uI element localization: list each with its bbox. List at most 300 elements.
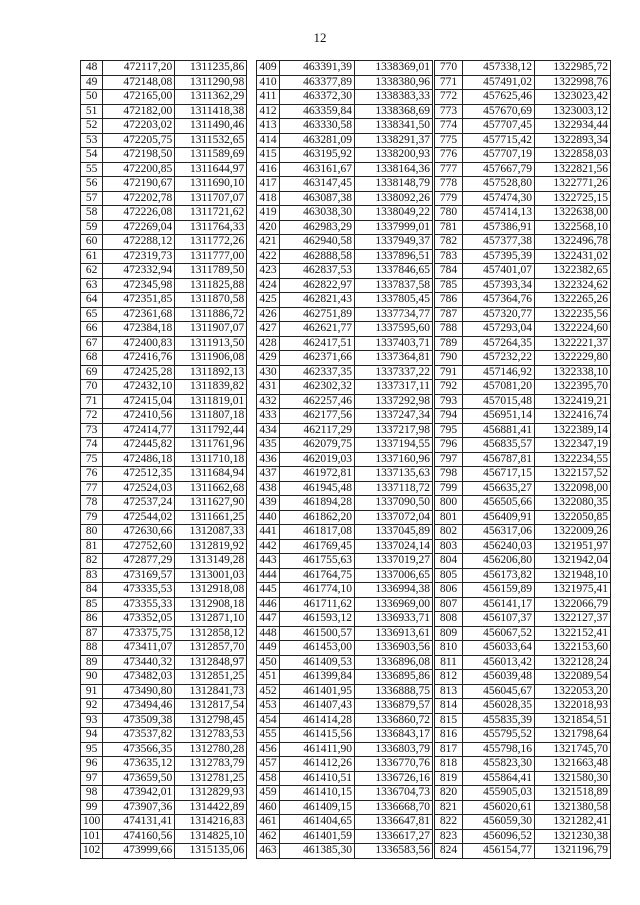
y-coordinate-cell: 1322419,21 (535, 394, 611, 409)
table-row (257, 235, 433, 250)
point-number-cell: 803 (435, 539, 463, 554)
y-coordinate-cell: 1311825,88 (175, 278, 247, 293)
x-coordinate-cell: 472198,50 (103, 148, 175, 163)
x-coordinate-cell: 461817,08 (280, 525, 355, 540)
point-number-cell: 813 (435, 684, 463, 699)
table-row (257, 786, 433, 801)
y-coordinate-cell: 1311684,94 (175, 467, 247, 482)
table-row (81, 800, 247, 815)
point-number-cell: 460 (257, 800, 280, 815)
x-coordinate-cell: 461500,57 (280, 626, 355, 641)
y-coordinate-cell: 1312848,97 (175, 655, 247, 670)
x-coordinate-cell: 456020,61 (463, 800, 535, 815)
point-number-cell: 70 (81, 380, 103, 395)
table-row (257, 655, 433, 670)
table-row (257, 380, 433, 395)
y-coordinate-cell: 1312783,79 (175, 757, 247, 772)
x-coordinate-cell: 472544,02 (103, 510, 175, 525)
point-number-cell: 98 (81, 786, 103, 801)
point-number-cell: 428 (257, 336, 280, 351)
point-number-cell: 85 (81, 597, 103, 612)
x-coordinate-cell: 456717,15 (463, 467, 535, 482)
y-coordinate-cell: 1313001,03 (175, 568, 247, 583)
y-coordinate-cell: 1322389,14 (535, 423, 611, 438)
y-coordinate-cell: 1323003,12 (535, 104, 611, 119)
table-row (257, 670, 433, 685)
table-row (257, 423, 433, 438)
y-coordinate-cell: 1337019,27 (355, 554, 433, 569)
y-coordinate-cell: 1312087,33 (175, 525, 247, 540)
y-coordinate-cell: 1336895,86 (355, 670, 433, 685)
point-number-cell: 425 (257, 293, 280, 308)
x-coordinate-cell: 457264,35 (463, 336, 535, 351)
point-number-cell: 806 (435, 583, 463, 598)
point-number-cell: 440 (257, 510, 280, 525)
y-coordinate-cell: 1337949,37 (355, 235, 433, 250)
y-coordinate-cell: 1311761,96 (175, 438, 247, 453)
table-row (81, 525, 247, 540)
table-row (257, 307, 433, 322)
point-number-cell: 818 (435, 757, 463, 772)
x-coordinate-cell: 457707,45 (463, 119, 535, 134)
y-coordinate-cell: 1336896,08 (355, 655, 433, 670)
table-row (435, 307, 611, 322)
point-number-cell: 93 (81, 713, 103, 728)
table-row (81, 409, 247, 424)
point-number-cell: 794 (435, 409, 463, 424)
table-row (81, 351, 247, 366)
table-row (435, 336, 611, 351)
table-row (257, 148, 433, 163)
point-number-cell: 432 (257, 394, 280, 409)
y-coordinate-cell: 1311661,25 (175, 510, 247, 525)
table-row (435, 61, 611, 76)
y-coordinate-cell: 1322066,79 (535, 597, 611, 612)
table-row (257, 220, 433, 235)
table-row (257, 351, 433, 366)
point-number-cell: 56 (81, 177, 103, 192)
y-coordinate-cell: 1311913,50 (175, 336, 247, 351)
point-number-cell: 817 (435, 742, 463, 757)
x-coordinate-cell: 462177,56 (280, 409, 355, 424)
y-coordinate-cell: 1322229,80 (535, 351, 611, 366)
table-row (435, 380, 611, 395)
y-coordinate-cell: 1322157,52 (535, 467, 611, 482)
point-number-cell: 420 (257, 220, 280, 235)
table-row (81, 119, 247, 134)
point-number-cell: 783 (435, 249, 463, 264)
y-coordinate-cell: 1336879,57 (355, 699, 433, 714)
table-row (435, 597, 611, 612)
y-coordinate-cell: 1336726,16 (355, 771, 433, 786)
table-row (81, 452, 247, 467)
y-coordinate-cell: 1322821,56 (535, 162, 611, 177)
point-number-cell: 412 (257, 104, 280, 119)
x-coordinate-cell: 472414,77 (103, 423, 175, 438)
table-row (81, 61, 247, 76)
x-coordinate-cell: 462079,75 (280, 438, 355, 453)
table-row (81, 481, 247, 496)
y-coordinate-cell: 1336704,73 (355, 786, 433, 801)
x-coordinate-cell: 472361,68 (103, 307, 175, 322)
y-coordinate-cell: 1312780,28 (175, 742, 247, 757)
point-number-cell: 446 (257, 597, 280, 612)
point-number-cell: 777 (435, 162, 463, 177)
x-coordinate-cell: 457667,79 (463, 162, 535, 177)
x-coordinate-cell: 456013,42 (463, 655, 535, 670)
y-coordinate-cell: 1321580,30 (535, 771, 611, 786)
y-coordinate-cell: 1336770,76 (355, 757, 433, 772)
x-coordinate-cell: 457015,48 (463, 394, 535, 409)
x-coordinate-cell: 472752,60 (103, 539, 175, 554)
point-number-cell: 454 (257, 713, 280, 728)
table-row (81, 670, 247, 685)
point-number-cell: 799 (435, 481, 463, 496)
x-coordinate-cell: 463359,84 (280, 104, 355, 119)
y-coordinate-cell: 1312908,18 (175, 597, 247, 612)
table-row (435, 423, 611, 438)
x-coordinate-cell: 456635,27 (463, 481, 535, 496)
y-coordinate-cell: 1337292,98 (355, 394, 433, 409)
y-coordinate-cell: 1322395,70 (535, 380, 611, 395)
table-row (435, 800, 611, 815)
x-coordinate-cell: 472432,10 (103, 380, 175, 395)
x-coordinate-cell: 463147,45 (280, 177, 355, 192)
x-coordinate-cell: 455823,30 (463, 757, 535, 772)
y-coordinate-cell: 1311589,69 (175, 148, 247, 163)
y-coordinate-cell: 1311764,33 (175, 220, 247, 235)
y-coordinate-cell: 1338049,22 (355, 206, 433, 221)
x-coordinate-cell: 457081,20 (463, 380, 535, 395)
table-row (257, 815, 433, 830)
x-coordinate-cell: 457707,19 (463, 148, 535, 163)
table-row (257, 757, 433, 772)
x-coordinate-cell: 457474,30 (463, 191, 535, 206)
table-row (81, 699, 247, 714)
y-coordinate-cell: 1337194,55 (355, 438, 433, 453)
point-number-cell: 81 (81, 539, 103, 554)
y-coordinate-cell: 1337045,89 (355, 525, 433, 540)
x-coordinate-cell: 456317,06 (463, 525, 535, 540)
table-row (435, 365, 611, 380)
table-row (435, 148, 611, 163)
y-coordinate-cell: 1322009,26 (535, 525, 611, 540)
table-row (81, 655, 247, 670)
table-row (435, 75, 611, 90)
y-coordinate-cell: 1322496,78 (535, 235, 611, 250)
x-coordinate-cell: 463161,67 (280, 162, 355, 177)
point-number-cell: 415 (257, 148, 280, 163)
table-row (435, 771, 611, 786)
y-coordinate-cell: 1337805,45 (355, 293, 433, 308)
x-coordinate-cell: 472486,18 (103, 452, 175, 467)
point-number-cell: 433 (257, 409, 280, 424)
x-coordinate-cell: 456141,17 (463, 597, 535, 612)
point-number-cell: 781 (435, 220, 463, 235)
x-coordinate-cell: 472445,82 (103, 438, 175, 453)
y-coordinate-cell: 1321798,64 (535, 728, 611, 743)
table-row (81, 641, 247, 656)
point-number-cell: 447 (257, 612, 280, 627)
point-number-cell: 77 (81, 481, 103, 496)
x-coordinate-cell: 461593,12 (280, 612, 355, 627)
y-coordinate-cell: 1338369,01 (355, 61, 433, 76)
point-number-cell: 54 (81, 148, 103, 163)
table-row (81, 293, 247, 308)
point-number-cell: 443 (257, 554, 280, 569)
y-coordinate-cell: 1322098,00 (535, 481, 611, 496)
y-coordinate-cell: 1312841,73 (175, 684, 247, 699)
x-coordinate-cell: 455795,52 (463, 728, 535, 743)
x-coordinate-cell: 461399,84 (280, 670, 355, 685)
table-row (257, 742, 433, 757)
table-row (257, 829, 433, 844)
point-number-cell: 436 (257, 452, 280, 467)
y-coordinate-cell: 1337403,71 (355, 336, 433, 351)
x-coordinate-cell: 462940,58 (280, 235, 355, 250)
y-coordinate-cell: 1321282,41 (535, 815, 611, 830)
point-number-cell: 58 (81, 206, 103, 221)
y-coordinate-cell: 1336843,17 (355, 728, 433, 743)
y-coordinate-cell: 1311707,07 (175, 191, 247, 206)
x-coordinate-cell: 472332,94 (103, 264, 175, 279)
point-number-cell: 78 (81, 496, 103, 511)
table-row (81, 365, 247, 380)
x-coordinate-cell: 473490,80 (103, 684, 175, 699)
y-coordinate-cell: 1322053,20 (535, 684, 611, 699)
point-number-cell: 99 (81, 800, 103, 815)
y-coordinate-cell: 1322998,76 (535, 75, 611, 90)
y-coordinate-cell: 1322934,44 (535, 119, 611, 134)
table-row (435, 235, 611, 250)
x-coordinate-cell: 461412,26 (280, 757, 355, 772)
x-coordinate-cell: 473375,75 (103, 626, 175, 641)
x-coordinate-cell: 457414,13 (463, 206, 535, 221)
x-coordinate-cell: 473942,01 (103, 786, 175, 801)
point-number-cell: 812 (435, 670, 463, 685)
point-number-cell: 815 (435, 713, 463, 728)
table-row (81, 220, 247, 235)
x-coordinate-cell: 473352,05 (103, 612, 175, 627)
y-coordinate-cell: 1321663,48 (535, 757, 611, 772)
x-coordinate-cell: 472148,08 (103, 75, 175, 90)
y-coordinate-cell: 1336933,71 (355, 612, 433, 627)
table-row (81, 771, 247, 786)
table-row (81, 104, 247, 119)
x-coordinate-cell: 473494,46 (103, 699, 175, 714)
x-coordinate-cell: 472226,08 (103, 206, 175, 221)
x-coordinate-cell: 472182,00 (103, 104, 175, 119)
point-number-cell: 779 (435, 191, 463, 206)
y-coordinate-cell: 1337217,98 (355, 423, 433, 438)
x-coordinate-cell: 455798,16 (463, 742, 535, 757)
x-coordinate-cell: 473411,07 (103, 641, 175, 656)
table-row (81, 713, 247, 728)
x-coordinate-cell: 472288,12 (103, 235, 175, 250)
x-coordinate-cell: 456787,81 (463, 452, 535, 467)
y-coordinate-cell: 1322152,41 (535, 626, 611, 641)
table-row (81, 177, 247, 192)
table-row (435, 829, 611, 844)
point-number-cell: 92 (81, 699, 103, 714)
point-number-cell: 773 (435, 104, 463, 119)
coordinates-table-1 (80, 60, 247, 859)
point-number-cell: 52 (81, 119, 103, 134)
y-coordinate-cell: 1322224,60 (535, 322, 611, 337)
x-coordinate-cell: 456409,91 (463, 510, 535, 525)
table-row (81, 742, 247, 757)
x-coordinate-cell: 457491,02 (463, 75, 535, 90)
y-coordinate-cell: 1312918,08 (175, 583, 247, 598)
x-coordinate-cell: 462257,46 (280, 394, 355, 409)
x-coordinate-cell: 472117,20 (103, 61, 175, 76)
y-coordinate-cell: 1337135,63 (355, 467, 433, 482)
x-coordinate-cell: 462821,43 (280, 293, 355, 308)
point-number-cell: 51 (81, 104, 103, 119)
point-number-cell: 775 (435, 133, 463, 148)
y-coordinate-cell: 1311907,07 (175, 322, 247, 337)
point-number-cell: 439 (257, 496, 280, 511)
table-row (257, 104, 433, 119)
x-coordinate-cell: 472200,85 (103, 162, 175, 177)
table-row (435, 612, 611, 627)
x-coordinate-cell: 456159,89 (463, 583, 535, 598)
table-row (81, 336, 247, 351)
x-coordinate-cell: 456033,64 (463, 641, 535, 656)
point-number-cell: 69 (81, 365, 103, 380)
y-coordinate-cell: 1311690,10 (175, 177, 247, 192)
point-number-cell: 417 (257, 177, 280, 192)
y-coordinate-cell: 1338200,93 (355, 148, 433, 163)
table-row (435, 815, 611, 830)
x-coordinate-cell: 462371,66 (280, 351, 355, 366)
table-row (257, 133, 433, 148)
x-coordinate-cell: 457670,69 (463, 104, 535, 119)
point-number-cell: 809 (435, 626, 463, 641)
x-coordinate-cell: 473335,53 (103, 583, 175, 598)
table-row (257, 438, 433, 453)
page-number: 12 (313, 30, 327, 45)
x-coordinate-cell: 461414,28 (280, 713, 355, 728)
y-coordinate-cell: 1321230,38 (535, 829, 611, 844)
table-row (257, 641, 433, 656)
table-row (435, 757, 611, 772)
y-coordinate-cell: 1337337,22 (355, 365, 433, 380)
table-row (435, 293, 611, 308)
table-row (435, 452, 611, 467)
table-row (435, 191, 611, 206)
table-row (435, 90, 611, 105)
y-coordinate-cell: 1321380,58 (535, 800, 611, 815)
table-row (257, 278, 433, 293)
point-number-cell: 792 (435, 380, 463, 395)
table-row (435, 568, 611, 583)
x-coordinate-cell: 457395,39 (463, 249, 535, 264)
x-coordinate-cell: 462337,35 (280, 365, 355, 380)
table-row (435, 554, 611, 569)
y-coordinate-cell: 1337846,65 (355, 264, 433, 279)
table-row (257, 771, 433, 786)
y-coordinate-cell: 1322858,03 (535, 148, 611, 163)
point-number-cell: 786 (435, 293, 463, 308)
point-number-cell: 418 (257, 191, 280, 206)
point-number-cell: 457 (257, 757, 280, 772)
x-coordinate-cell: 472537,24 (103, 496, 175, 511)
point-number-cell: 67 (81, 336, 103, 351)
point-number-cell: 798 (435, 467, 463, 482)
point-number-cell: 422 (257, 249, 280, 264)
point-number-cell: 796 (435, 438, 463, 453)
point-number-cell: 65 (81, 307, 103, 322)
y-coordinate-cell: 1336913,61 (355, 626, 433, 641)
x-coordinate-cell: 461415,56 (280, 728, 355, 743)
point-number-cell: 802 (435, 525, 463, 540)
table-row (257, 394, 433, 409)
point-number-cell: 57 (81, 191, 103, 206)
table-row (81, 626, 247, 641)
point-number-cell: 426 (257, 307, 280, 322)
y-coordinate-cell: 1336647,81 (355, 815, 433, 830)
point-number-cell: 452 (257, 684, 280, 699)
table-row (81, 583, 247, 598)
y-coordinate-cell: 1311807,18 (175, 409, 247, 424)
table-row (257, 684, 433, 699)
table-row (435, 496, 611, 511)
x-coordinate-cell: 461404,65 (280, 815, 355, 830)
x-coordinate-cell: 472319,73 (103, 249, 175, 264)
y-coordinate-cell: 1311772,26 (175, 235, 247, 250)
y-coordinate-cell: 1312798,45 (175, 713, 247, 728)
y-coordinate-cell: 1311906,08 (175, 351, 247, 366)
point-number-cell: 82 (81, 554, 103, 569)
table-row (81, 133, 247, 148)
x-coordinate-cell: 456107,37 (463, 612, 535, 627)
y-coordinate-cell: 1338380,96 (355, 75, 433, 90)
y-coordinate-cell: 1337999,01 (355, 220, 433, 235)
x-coordinate-cell: 473659,50 (103, 771, 175, 786)
y-coordinate-cell: 1337734,77 (355, 307, 433, 322)
table-row (81, 235, 247, 250)
point-number-cell: 421 (257, 235, 280, 250)
x-coordinate-cell: 455835,39 (463, 713, 535, 728)
table-row (435, 626, 611, 641)
table-row (257, 293, 433, 308)
x-coordinate-cell: 457528,80 (463, 177, 535, 192)
point-number-cell: 73 (81, 423, 103, 438)
x-coordinate-cell: 472345,98 (103, 278, 175, 293)
y-coordinate-cell: 1311290,98 (175, 75, 247, 90)
x-coordinate-cell: 462983,29 (280, 220, 355, 235)
table-row (257, 510, 433, 525)
x-coordinate-cell: 472269,04 (103, 220, 175, 235)
point-number-cell: 807 (435, 597, 463, 612)
table-row (435, 641, 611, 656)
point-number-cell: 430 (257, 365, 280, 380)
y-coordinate-cell: 1322568,10 (535, 220, 611, 235)
point-number-cell: 811 (435, 655, 463, 670)
point-number-cell: 780 (435, 206, 463, 221)
table-row (81, 467, 247, 482)
y-coordinate-cell: 1338092,26 (355, 191, 433, 206)
table-row (435, 583, 611, 598)
y-coordinate-cell: 1322128,24 (535, 655, 611, 670)
y-coordinate-cell: 1337024,14 (355, 539, 433, 554)
point-number-cell: 784 (435, 264, 463, 279)
x-coordinate-cell: 473355,33 (103, 597, 175, 612)
table-row (81, 322, 247, 337)
y-coordinate-cell: 1322089,54 (535, 670, 611, 685)
x-coordinate-cell: 461945,48 (280, 481, 355, 496)
